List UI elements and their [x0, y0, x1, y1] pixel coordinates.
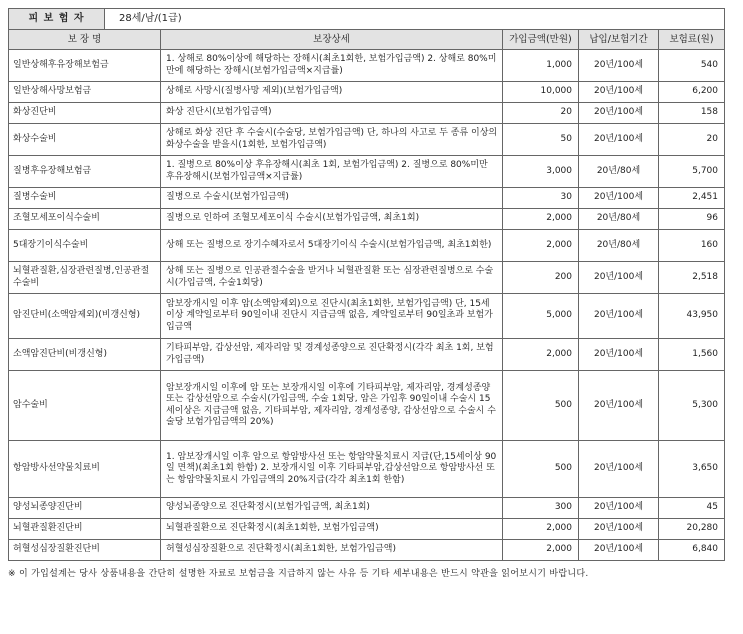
coverage-name: 조혈모세포이식수술비	[9, 209, 161, 230]
header-period: 납입/보험기간	[579, 30, 659, 50]
insured-value: 28세/남/(1급)	[105, 9, 725, 30]
coverage-premium: 160	[659, 230, 725, 262]
coverage-premium: 1,560	[659, 339, 725, 371]
coverage-period: 20년/100세	[579, 188, 659, 209]
coverage-period: 20년/80세	[579, 230, 659, 262]
table-row	[9, 441, 725, 498]
coverage-detail: 암보장개시일 이후에 암 또는 보장개시일 이후에 기타피부암, 제자리암, 경계성종양 또는 갑상선암으로 수술시(가입금액, 수술 1회당, 암은 가입후 90일이내 수술시 15세이상은 지급금액 없음, 기타피부암, 제자리암, 경계성종양, 갑상선암으로 수술시 수술당 보험가입금액의 20%)	[161, 371, 503, 441]
coverage-name: 일반상해후유장해보험금	[9, 50, 161, 82]
insurance-design-document	[8, 8, 724, 579]
coverage-table-body	[9, 50, 725, 561]
coverage-detail: 상해 또는 질병으로 인공관절수술을 받거나 뇌혈관질환 또는 심장관련질병으로 수술시(가입금액, 수술1회당)	[161, 262, 503, 294]
header-coverage-detail: 보장상세	[161, 30, 503, 50]
coverage-period: 20년/100세	[579, 82, 659, 103]
coverage-period: 20년/100세	[579, 124, 659, 156]
coverage-period: 20년/100세	[579, 339, 659, 371]
coverage-amount: 2,000	[503, 230, 579, 262]
table-row	[9, 188, 725, 209]
coverage-period: 20년/100세	[579, 294, 659, 339]
coverage-name: 항암방사선약물치료비	[9, 441, 161, 498]
coverage-premium: 20	[659, 124, 725, 156]
coverage-table	[8, 29, 725, 561]
coverage-amount: 3,000	[503, 156, 579, 188]
table-row	[9, 82, 725, 103]
coverage-period: 20년/100세	[579, 371, 659, 441]
table-row	[9, 209, 725, 230]
coverage-detail: 질병으로 수술시(보험가입금액)	[161, 188, 503, 209]
coverage-header-row	[9, 30, 725, 50]
coverage-detail: 허혈성심장질환으로 진단확정시(최초1회한, 보험가입금액)	[161, 540, 503, 561]
coverage-premium: 3,650	[659, 441, 725, 498]
coverage-period: 20년/100세	[579, 498, 659, 519]
coverage-name: 암수술비	[9, 371, 161, 441]
coverage-name: 일반상해사망보험금	[9, 82, 161, 103]
coverage-premium: 6,200	[659, 82, 725, 103]
coverage-period: 20년/100세	[579, 103, 659, 124]
coverage-period: 20년/100세	[579, 50, 659, 82]
coverage-detail: 1. 암보장개시일 이후 암으로 항암방사선 또는 항암약물치료시 지급(단,15세이상 90일 면책)(최초1회 한함) 2. 보장개시일 이후 기타피부암,갑상선암으로 항암방사선 또는 항암약물치료시 가입금액의 20%지급(각각 최초1회 한함)	[161, 441, 503, 498]
table-row	[9, 339, 725, 371]
coverage-premium: 5,700	[659, 156, 725, 188]
coverage-name: 뇌혈관질환,심장관련질병,인공관절수술비	[9, 262, 161, 294]
coverage-premium: 540	[659, 50, 725, 82]
coverage-detail: 상해로 화상 진단 후 수술시(수술당, 보험가입금액) 단, 하나의 사고로 두 종류 이상의 화상수술을 받을시(1회한, 보험가입금액)	[161, 124, 503, 156]
insured-label: 피 보 험 자	[9, 9, 105, 30]
coverage-premium: 2,518	[659, 262, 725, 294]
table-row	[9, 103, 725, 124]
coverage-premium: 5,300	[659, 371, 725, 441]
coverage-premium: 96	[659, 209, 725, 230]
coverage-period: 20년/80세	[579, 156, 659, 188]
table-row	[9, 50, 725, 82]
coverage-name: 소액암진단비(비갱신형)	[9, 339, 161, 371]
coverage-amount: 5,000	[503, 294, 579, 339]
coverage-premium: 20,280	[659, 519, 725, 540]
header-premium: 보험료(원)	[659, 30, 725, 50]
coverage-period: 20년/100세	[579, 262, 659, 294]
coverage-amount: 200	[503, 262, 579, 294]
coverage-amount: 300	[503, 498, 579, 519]
coverage-amount: 10,000	[503, 82, 579, 103]
table-row	[9, 156, 725, 188]
coverage-detail: 1. 질병으로 80%이상 후유장해시(최초 1회, 보험가입금액) 2. 질병으로 80%미만 후유장해시(보험가입금액×지급률)	[161, 156, 503, 188]
coverage-detail: 상해 또는 질병으로 장기수혜자로서 5대장기이식 수술시(보험가입금액, 최초1회한)	[161, 230, 503, 262]
coverage-detail: 화상 진단시(보험가입금액)	[161, 103, 503, 124]
coverage-amount: 2,000	[503, 209, 579, 230]
coverage-detail: 질병으로 인하여 조혈모세포이식 수술시(보험가입금액, 최초1회)	[161, 209, 503, 230]
coverage-name: 화상수술비	[9, 124, 161, 156]
coverage-name: 뇌혈관질환진단비	[9, 519, 161, 540]
coverage-amount: 50	[503, 124, 579, 156]
coverage-name: 5대장기이식수술비	[9, 230, 161, 262]
coverage-name: 암진단비(소액암제외)(비갱신형)	[9, 294, 161, 339]
insured-row	[9, 9, 725, 30]
coverage-detail: 암보장개시일 이후 암(소액암제외)으로 진단시(최초1회한, 보험가입금액) 단, 15세 이상 계약일로부터 90일이내 진단시 지급금액 없음, 계약일로부터 90일초과 보험가입금액	[161, 294, 503, 339]
coverage-amount: 500	[503, 371, 579, 441]
table-row	[9, 498, 725, 519]
coverage-name: 질병후유장해보험금	[9, 156, 161, 188]
coverage-amount: 2,000	[503, 519, 579, 540]
header-amount: 가입금액(만원)	[503, 30, 579, 50]
coverage-amount: 20	[503, 103, 579, 124]
header-coverage-name: 보 장 명	[9, 30, 161, 50]
coverage-premium: 158	[659, 103, 725, 124]
table-row	[9, 371, 725, 441]
coverage-amount: 1,000	[503, 50, 579, 82]
coverage-name: 질병수술비	[9, 188, 161, 209]
coverage-detail: 뇌혈관질환으로 진단확정시(최초1회한, 보험가입금액)	[161, 519, 503, 540]
coverage-period: 20년/80세	[579, 209, 659, 230]
coverage-period: 20년/100세	[579, 540, 659, 561]
coverage-name: 양성뇌종양진단비	[9, 498, 161, 519]
table-row	[9, 230, 725, 262]
coverage-amount: 500	[503, 441, 579, 498]
table-row	[9, 294, 725, 339]
coverage-detail: 1. 상해로 80%이상에 해당하는 장해시(최초1회한, 보험가입금액) 2. 상해로 80%미만에 해당하는 장해시(보험가입금액×지급률)	[161, 50, 503, 82]
coverage-premium: 2,451	[659, 188, 725, 209]
coverage-period: 20년/100세	[579, 441, 659, 498]
coverage-detail: 양성뇌종양으로 진단확정시(보험가입금액, 최초1회)	[161, 498, 503, 519]
coverage-name: 화상진단비	[9, 103, 161, 124]
table-row	[9, 262, 725, 294]
footnote: ※ 이 가입설계는 당사 상품내용을 간단히 설명한 자료로 보험금을 지급하지 않는 사유 등 기타 세부내용은 반드시 약관을 읽어보시기 바랍니다.	[8, 569, 589, 579]
coverage-premium: 45	[659, 498, 725, 519]
coverage-amount: 2,000	[503, 339, 579, 371]
table-row	[9, 124, 725, 156]
coverage-detail: 기타피부암, 갑상선암, 제자리암 및 경계성종양으로 진단확정시(각각 최초 1회, 보험가입금액)	[161, 339, 503, 371]
table-row	[9, 519, 725, 540]
coverage-amount: 30	[503, 188, 579, 209]
coverage-premium: 6,840	[659, 540, 725, 561]
insured-info-table	[8, 8, 725, 30]
coverage-detail: 상해로 사망시(질병사망 제외)(보험가입금액)	[161, 82, 503, 103]
coverage-period: 20년/100세	[579, 519, 659, 540]
coverage-amount: 2,000	[503, 540, 579, 561]
coverage-premium: 43,950	[659, 294, 725, 339]
table-row	[9, 540, 725, 561]
coverage-name: 허혈성심장질환진단비	[9, 540, 161, 561]
